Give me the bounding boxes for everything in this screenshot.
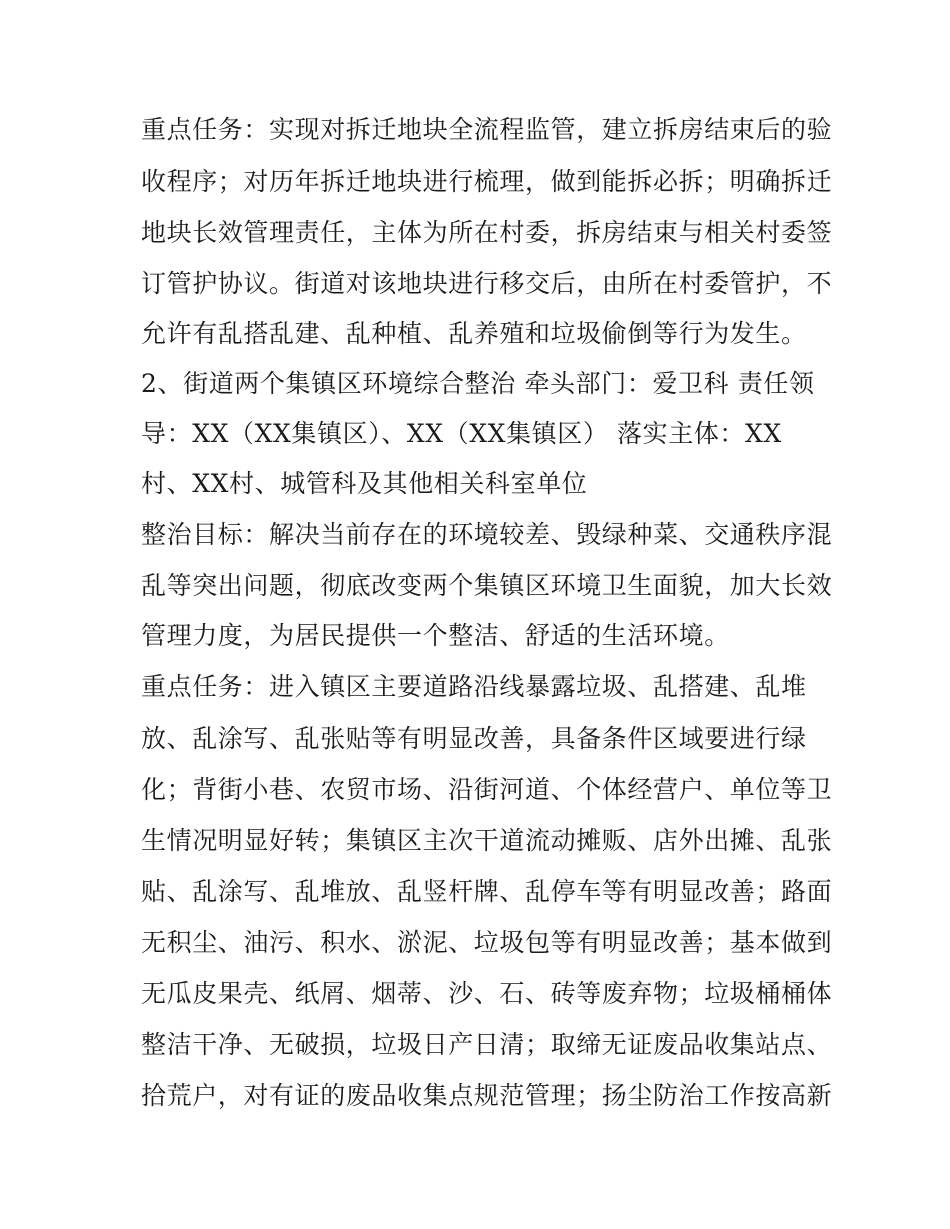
text-line-11: 管理力度，为居民提供一个整洁、舒适的生活环境。 bbox=[141, 621, 730, 650]
text-line-15: 生情况明显好转；集镇区主次干道流动摊贩、店外出摊、乱张 bbox=[141, 826, 833, 855]
text-line-17: 无积尘、油污、积水、淤泥、垃圾包等有明显改善；基本做到 bbox=[141, 928, 833, 957]
text-line-10: 乱等突出问题，彻底改变两个集镇区环境卫生面貌，加大长效 bbox=[141, 571, 833, 600]
text-line-6: 2、街道两个集镇区环境综合整治 牵头部门：爱卫科 责任领 bbox=[141, 369, 815, 398]
text-line-16: 贴、乱涂写、乱堆放、乱竖杆牌、乱停车等有明显改善；路面 bbox=[141, 877, 833, 906]
text-line-18: 无瓜皮果壳、纸屑、烟蒂、沙、石、砖等废弃物；垃圾桶桶体 bbox=[141, 979, 833, 1008]
text-line-12: 重点任务：进入镇区主要道路沿线暴露垃圾、乱搭建、乱堆 bbox=[141, 672, 807, 701]
text-line-14: 化；背街小巷、农贸市场、沿街河道、个体经营户、单位等卫 bbox=[141, 775, 833, 804]
text-line-8: 村、XX村、城管科及其他相关科室单位 bbox=[141, 469, 588, 498]
text-line-4: 订管护协议。街道对该地块进行移交后，由所在村委管护，不 bbox=[141, 269, 833, 298]
text-line-19: 整洁干净、无破损，垃圾日产日清；取缔无证废品收集站点、 bbox=[141, 1030, 833, 1059]
text-line-3: 地块长效管理责任，主体为所在村委，拆房结束与相关村委签 bbox=[141, 218, 833, 247]
text-line-2: 收程序；对历年拆迁地块进行梳理，做到能拆必拆；明确拆迁 bbox=[141, 167, 833, 196]
text-line-7: 导：XX（XX集镇区）、XX（XX集镇区） 落实主体：XX bbox=[141, 419, 782, 448]
text-line-5: 允许有乱搭乱建、乱种植、乱养殖和垃圾偷倒等行为发生。 bbox=[141, 319, 807, 348]
text-line-20: 拾荒户，对有证的废品收集点规范管理；扬尘防治工作按高新 bbox=[141, 1081, 833, 1110]
text-line-13: 放、乱涂写、乱张贴等有明显改善，具备条件区域要进行绿 bbox=[141, 724, 807, 753]
text-line-9: 整治目标：解决当前存在的环境较差、毁绿种菜、交通秩序混 bbox=[141, 520, 833, 549]
text-line-1: 重点任务：实现对拆迁地块全流程监管，建立拆房结束后的验 bbox=[141, 115, 833, 144]
